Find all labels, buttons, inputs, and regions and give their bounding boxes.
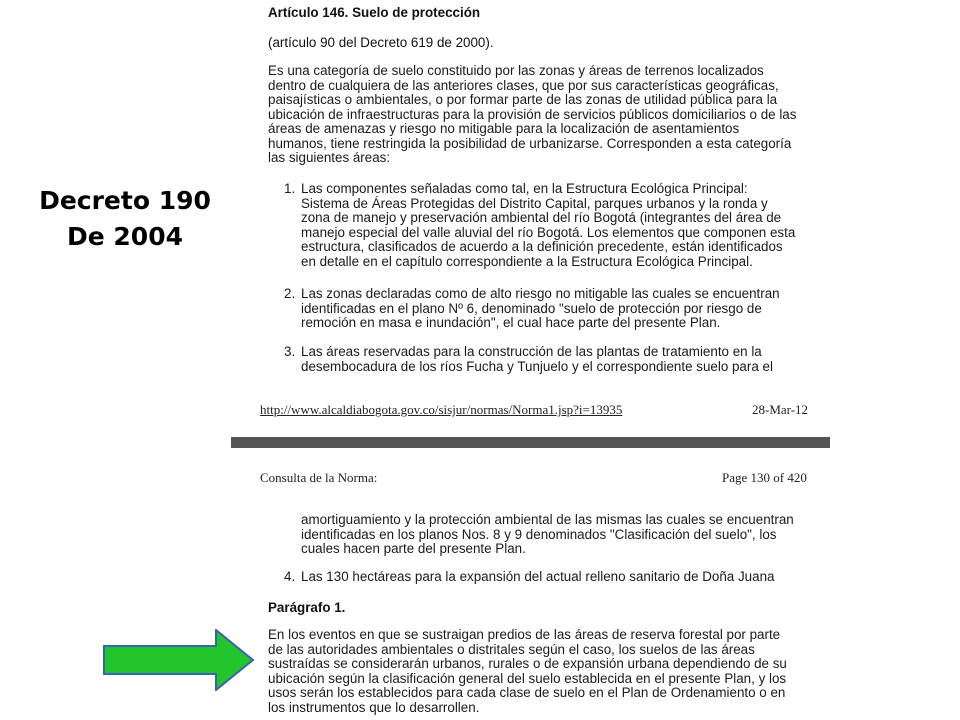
page-number: Page 130 of 420 <box>722 470 807 485</box>
list-item-number: 3. <box>284 344 296 359</box>
paragraph-line: de las autoridades ambientales o distritales según el caso, los suelos de las áreas <box>268 641 755 657</box>
page-divider <box>231 437 830 448</box>
slide-title <box>30 183 220 255</box>
list-item-text: Las 130 hectáreas para la expansión del actual relleno sanitario de Doña Juana <box>301 569 775 584</box>
list-item-text <box>301 287 801 331</box>
source-url-link[interactable]: http://www.alcaldiabogota.gov.co/sisjur/normas/Norma1.jsp?i=13935 <box>260 402 623 417</box>
list-item-number: 1. <box>284 181 296 196</box>
continuation-line: amortiguamiento y la protección ambiental de las mismas las cuales se encuentran <box>301 512 794 527</box>
paragraph-body <box>268 628 820 715</box>
article-paragraph-line: áreas de amenazas y riesgo no mitigable para la localización de asentamientos <box>268 121 740 136</box>
list-item-line: en detalle en el capítulo correspondiente a la Estructura Ecológica Principal. <box>301 253 753 269</box>
list-item-number: 2. <box>284 286 296 301</box>
paragraph-line: sustraídas se considerarán urbanos, rurales o de expansión urbana dependiendo de su <box>268 656 787 671</box>
article-paragraph-line: ubicación de infraestructuras para la provisión de servicios públicos domiciliarios o de las <box>268 106 797 122</box>
paragraph-title: Parágrafo 1. <box>268 600 346 615</box>
paragraph-line: los instrumentos que lo desarrollen. <box>268 699 480 715</box>
paragraph-line: En los eventos en que se sustraigan predios de las áreas de reserva forestal por parte <box>268 627 781 642</box>
continuation-text <box>301 513 801 557</box>
right-arrow-icon <box>103 629 255 691</box>
list-item-line: zona de manejo y preservación ambiental del río Bogotá (integrantes del área de <box>301 210 782 225</box>
article-reference: (artículo 90 del Decreto 619 de 2000). <box>268 35 494 50</box>
article-paragraph-line: Es una categoría de suelo constituido por las zonas y áreas de terrenos localizados <box>268 63 764 78</box>
list-item-line: desembocadura de los ríos Fucha y Tunjuelo y el correspondiente suelo para el <box>301 358 773 374</box>
list-item-line: manejo especial del valle aluvial del río Bogotá. Los elementos que componen esta <box>301 224 796 240</box>
page-header-left: Consulta de la Norma: <box>260 470 378 485</box>
list-item-line: estructura, clasificados de acuerdo a la definición precedente, están identificados <box>301 239 783 254</box>
paragraph-line: ubicación según la clasificación general del suelo establecida en el presente Plan, y los <box>268 670 787 686</box>
article-heading: Artículo 146. Suelo de protección <box>268 5 481 20</box>
footer-date: 28-Mar-12 <box>752 402 809 417</box>
list-item-line: remoción en masa e inundación", el cual hace parte del presente Plan. <box>301 315 721 330</box>
article-paragraph-line: humanos, tiene restringida la posibilidad de urbanizarse. Corresponden a esta categoría <box>268 135 792 151</box>
continuation-line: cuales hacen parte del presente Plan. <box>301 541 526 556</box>
slide-title-line2: De 2004 <box>67 222 183 251</box>
article-paragraph-line: dentro de cualquiera de las anteriores clases, que por sus características geográficas, <box>268 77 779 93</box>
list-item-line: Sistema de Áreas Protegidas del Distrito Capital, parques urbanos y la ronda y <box>301 195 768 211</box>
list-item-line: Las áreas reservadas para la construcción de las plantas de tratamiento en la <box>301 344 762 359</box>
continuation-line: identificadas en los planos Nos. 8 y 9 denominados "Clasificación del suelo", los <box>301 526 777 542</box>
list-item-number: 4. <box>284 569 296 584</box>
article-paragraph <box>268 64 820 166</box>
slide-title-line1: Decreto 190 <box>39 186 211 215</box>
list-item-text <box>301 345 801 374</box>
list-item-text <box>301 182 801 269</box>
list-item-line: Las zonas declaradas como de alto riesgo no mitigable las cuales se encuentran <box>301 286 780 301</box>
article-paragraph-line: paisajísticas o ambientales, o por formar parte de las zonas de utilidad pública para la <box>268 92 778 107</box>
paragraph-line: usos serán los establecidos para cada clase de suelo en el Plan de Ordenamiento o en <box>268 685 786 700</box>
list-item-line: identificadas en el plano Nº 6, denominado "suelo de protección por riesgo de <box>301 300 762 316</box>
list-item-line: Las componentes señaladas como tal, en la Estructura Ecológica Principal: <box>301 181 748 196</box>
article-paragraph-line: las siguientes áreas: <box>268 150 391 165</box>
